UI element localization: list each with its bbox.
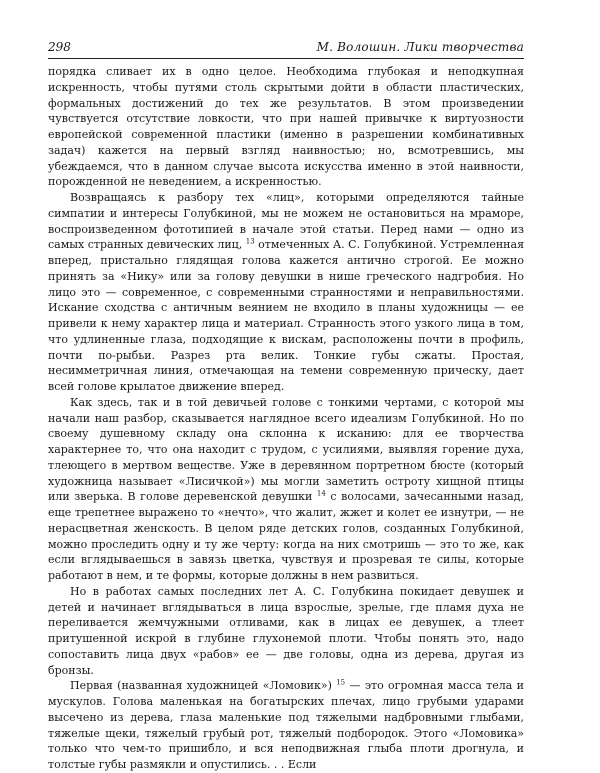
footnote-ref-15[interactable]: 15: [336, 678, 346, 687]
paragraph-2: [48, 190, 524, 395]
paragraph-text: Как здесь, так и в той девичьей голове с тонкими чертами, с которой мы начали наш разбор, сказывается наглядное всего идеализм Голубкиной. Но по своему душевному складу она склонна к исканию: для ее творчества характернее то, что она находит с трудом, с усилиями, выявляя горение духа, тлеющего в мертвом веществе. Уже в деревянном портретном бюсте (который художница называет «Лисичкой») мы могли заметить остроту хищной птицы или зверька. В голове деревенской девушки: [48, 395, 524, 504]
body-text: [48, 64, 524, 773]
paragraph-text: отмеченных А. С. Голубкиной. Устремленная вперед, пристально глядящая голова кажется антично строгой. Ее можно принять за «Нику» или за голову девушки в нише греческого надгробия. Но лицо это — современное, с современными странностями и неправильностями. Искание сходства с античным веянием не входило в планы художницы — ее привели к нему характер лица и материал. Странность этого узкого лица в том, что удлиненные глаза, подходящие к вискам, расположены почти в профиль, почти по-рыбьи. Разрез рта велик. Тонкие губы сжаты. Простая, несимметричная линия, отмечающая на темени современную прическу, дает всей голове крылатое движение вперед.: [48, 238, 525, 393]
paragraph-text: Но в работах самых последних лет А. С. Голубкина покидает девушек и детей и начинает вглядываться в лица взрослые, зрелые, где пламя духа не переливается жемчужными отливами, как в лицах ее девушек, а тлеет притушенной искрой в глубине глухонемой плоти. Чтобы понять это, надо сопоставить лица двух «рабов» ее — две головы, одна из дерева, другая из бронзы.: [48, 584, 524, 677]
paragraph-1: [48, 64, 524, 190]
running-header: [48, 36, 524, 59]
paragraph-text: Возвращаясь к разбору тех «лиц», которыми определяются тайные симпатии и интересы Голубкиной, мы не можем не остановиться на мраморе, воспроизведенном фототипией в начале этой статьи. Перед нами — одно из самых странных девических лиц,: [48, 191, 524, 252]
paragraph-text: Первая (названная художницей «Ломовик»): [70, 679, 337, 693]
page-number: 298: [48, 40, 71, 54]
paragraph-3: [48, 395, 524, 584]
paragraph-4: [48, 584, 524, 679]
running-title: М. Волошин. Лики творчества: [316, 40, 524, 54]
paragraph-5: [48, 678, 524, 773]
paragraph-text: с волосами, зачесанными назад, еще трепетнее выражено то «нечто», что жалит, жжет и колет ее изнутри, — не нерасцветная женскость. В целом ряде детских голов, созданных Голубкиной, можно проследить одну и ту же черту: когда на них смотришь — это то же, как если вглядываешься в завязь цветка, чувствуя и прозревая те силы, которые работают в нем, и те формы, которые должны в нем развиться.: [48, 490, 524, 582]
paragraph-text: порядка сливает их в одно целое. Необходима глубокая и неподкупная искренность, чтобы путями столь скрытыми дойти в области пластических, формальных достижений до тех же результатов. В этом произведении чувствуется отсутствие ловкости, что при нашей привычке к виртуозности европейской современной пластики (именно в разрешении комбинативных задач) кажется на первый взгляд наивностью; но, всмотревшись, мы убеждаемся, что в данном случае высота искусства именно в этой наивности, порожденной не неведением, а искренностью.: [48, 65, 524, 189]
footnote-ref-13[interactable]: 13: [245, 237, 255, 246]
footnote-ref-14[interactable]: 14: [316, 489, 326, 498]
paragraph-text: — это огромная масса тела и мускулов. Голова маленькая на богатырских плечах, лицо грубыми ударами высечено из дерева, глаза маленькие под тяжелыми надбровными глыбами, тяжелые щеки, тяжелый грубый рот, тяжелый подбородок. Этого «Ломовика» только что чем-то пришибло, и вся неподвижная глыба плоти дрогнула, и толстые губы размякли и опустились. . . Если: [48, 679, 524, 771]
